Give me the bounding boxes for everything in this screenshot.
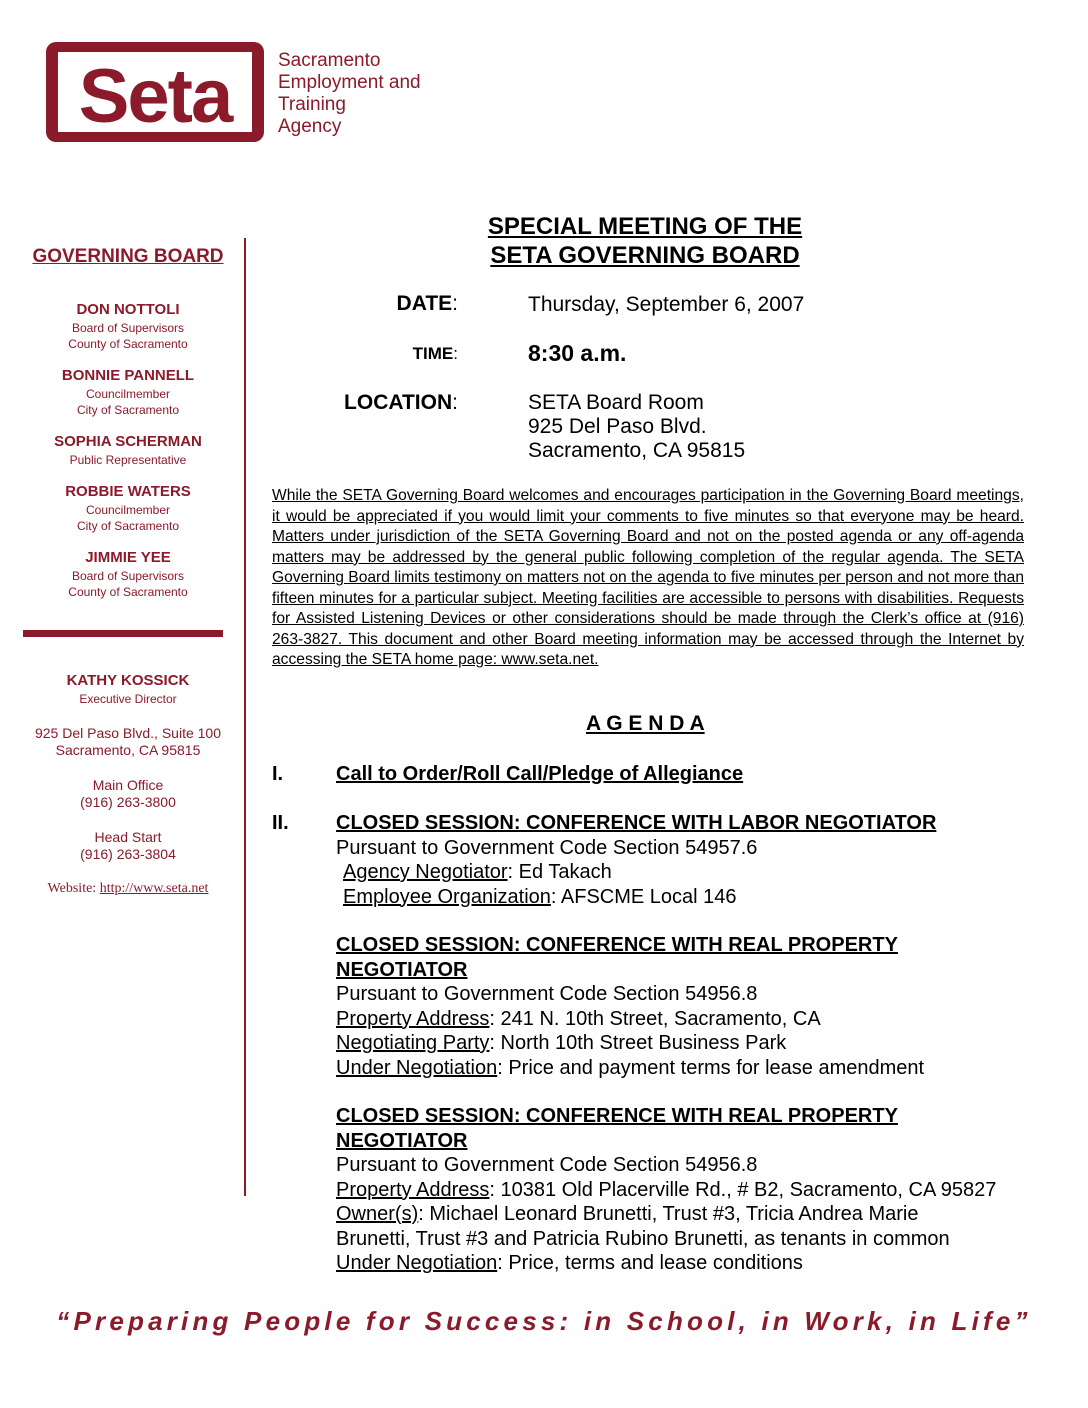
member-org: County of Sacramento <box>68 337 188 351</box>
item-heading: CLOSED SESSION: CONFERENCE WITH LABOR NEGOTIATOR <box>336 812 937 834</box>
location-line: 925 Del Paso Blvd. <box>528 415 707 438</box>
title-line-1: SPECIAL MEETING OF THE <box>487 213 803 240</box>
page-title <box>420 212 870 270</box>
code-line: Pursuant to Government Code Section 54956.8 <box>336 983 758 1005</box>
member-role: Board of Supervisors <box>71 321 185 335</box>
head-start-phone: (916) 263-3804 <box>80 846 176 862</box>
logo-wordmark: Seta <box>78 54 232 139</box>
code-line: Pursuant to Government Code Section 54956.8 <box>336 1154 758 1176</box>
logo-line: Training <box>278 94 346 115</box>
location-line: Sacramento, CA 95815 <box>528 439 746 462</box>
website <box>20 881 236 897</box>
title-line-2: SETA GOVERNING BOARD <box>490 242 800 269</box>
agenda-item-2 <box>336 811 936 909</box>
agenda-title: A G E N D A <box>586 712 705 735</box>
item-heading: Call to Order/Roll Call/Pledge of Allegiance <box>336 763 744 785</box>
board-member <box>20 366 236 418</box>
date-value: Thursday, September 6, 2007 <box>528 293 805 316</box>
date-label: DATE: <box>396 292 458 315</box>
sidebar-heading: GOVERNING BOARD <box>32 246 224 267</box>
member-name: SOPHIA SCHERMAN <box>54 433 202 450</box>
public-notice: While the SETA Governing Board welcomes and encourages participation in the Governing Board meetings, it would be appreciated if you would limit your comments to five minutes so that everyone may be heard. Matters under jurisdiction of the SETA Governing Board and not on the posted agenda or any off-agenda matters may be addressed by the general public following completion of the regular agenda. The SETA Governing Board limits testimony on matters not on the agenda to five minutes per person and not more than fifteen minutes for a particular subject. Meeting facilities are accessible to persons with disabilities. Requests for Assisted Listening Devices or other considerations should be made through the Clerk’s office at (916) 263-3827. This document and other Board meeting information may be accessed through the Internet by accessing the SETA home page: www.seta.net. <box>272 487 1024 668</box>
logo-text <box>278 50 421 138</box>
sidebar-vertical-rule <box>244 238 246 1196</box>
website-label: Website: <box>47 881 97 896</box>
member-org: City of Sacramento <box>76 403 180 417</box>
member-role: Councilmember <box>85 387 171 401</box>
board-member <box>20 432 236 468</box>
location-value <box>528 391 745 463</box>
agenda-item-1 <box>336 762 743 787</box>
owner-line-cont: Brunetti, Trust #3 and Patricia Rubino Brunetti, as tenants in common <box>336 1227 950 1250</box>
member-name: JIMMIE YEE <box>85 549 171 566</box>
member-role: Councilmember <box>85 503 171 517</box>
member-role: Board of Supervisors <box>71 569 185 583</box>
main-office-phone: (916) 263-3800 <box>80 794 176 810</box>
property-address-line: Property Address: 10381 Old Placerville Rd., # B2, Sacramento, CA 95827 <box>336 1178 997 1201</box>
owner-line: Owner(s): Michael Leonard Brunetti, Trust #3, Tricia Andrea Marie <box>336 1203 919 1225</box>
organization-line: Employee Organization: AFSCME Local 146 <box>343 885 737 908</box>
property-address-line: Property Address: 241 N. 10th Street, Sacramento, CA <box>336 1007 821 1030</box>
director-title: Executive Director <box>79 692 177 706</box>
location-line: SETA Board Room <box>528 391 704 414</box>
negotiating-party-line: Negotiating Party: North 10th Street Business Park <box>336 1032 787 1054</box>
member-org: County of Sacramento <box>68 585 188 599</box>
member-role: Public Representative <box>69 453 187 467</box>
member-org: City of Sacramento <box>76 519 180 533</box>
under-negotiation-line: Under Negotiation: Price and payment terms for lease amendment <box>336 1056 925 1079</box>
motto: “Preparing People for Success: in School, in Work, in Life” <box>56 1306 1032 1336</box>
item-heading-cont: NEGOTIATOR <box>336 958 468 981</box>
time-label: TIME: <box>412 344 458 363</box>
member-name: BONNIE PANNELL <box>61 367 195 384</box>
item-heading: CLOSED SESSION: CONFERENCE WITH REAL PROPERTY <box>336 1105 898 1127</box>
item-heading: CLOSED SESSION: CONFERENCE WITH REAL PROPERTY <box>336 934 898 956</box>
logo-line: Agency <box>278 116 342 137</box>
item-number: I. <box>272 763 284 785</box>
location-label: LOCATION: <box>344 391 458 414</box>
item-heading-cont: NEGOTIATOR <box>336 1129 468 1152</box>
board-member <box>20 300 236 352</box>
under-negotiation-line: Under Negotiation: Price, terms and lease conditions <box>336 1252 803 1274</box>
board-member <box>20 482 236 534</box>
website-link[interactable]: http://www.seta.net <box>99 881 209 896</box>
item-number: II. <box>272 812 289 834</box>
time-value: 8:30 a.m. <box>528 340 627 366</box>
seta-logo <box>44 40 266 144</box>
logo-line: Sacramento <box>278 50 381 71</box>
main-office-label: Main Office <box>92 777 164 793</box>
closed-session-real-property-1 <box>336 933 924 1080</box>
member-name: DON NOTTOLI <box>76 301 180 318</box>
sidebar-divider <box>23 630 223 637</box>
logo-line: Employment and <box>278 72 421 93</box>
negotiator-line: Agency Negotiator: Ed Takach <box>343 861 612 883</box>
address-line: Sacramento, CA 95815 <box>55 742 201 758</box>
head-start-label: Head Start <box>94 829 162 845</box>
code-line: Pursuant to Government Code Section 54957.6 <box>336 836 758 859</box>
director-name: KATHY KOSSICK <box>66 672 190 689</box>
member-name: ROBBIE WATERS <box>65 483 191 500</box>
board-member <box>20 548 236 600</box>
closed-session-real-property-2 <box>336 1104 1081 1276</box>
sidebar <box>20 246 236 897</box>
address-line: 925 Del Paso Blvd., Suite 100 <box>34 725 221 741</box>
